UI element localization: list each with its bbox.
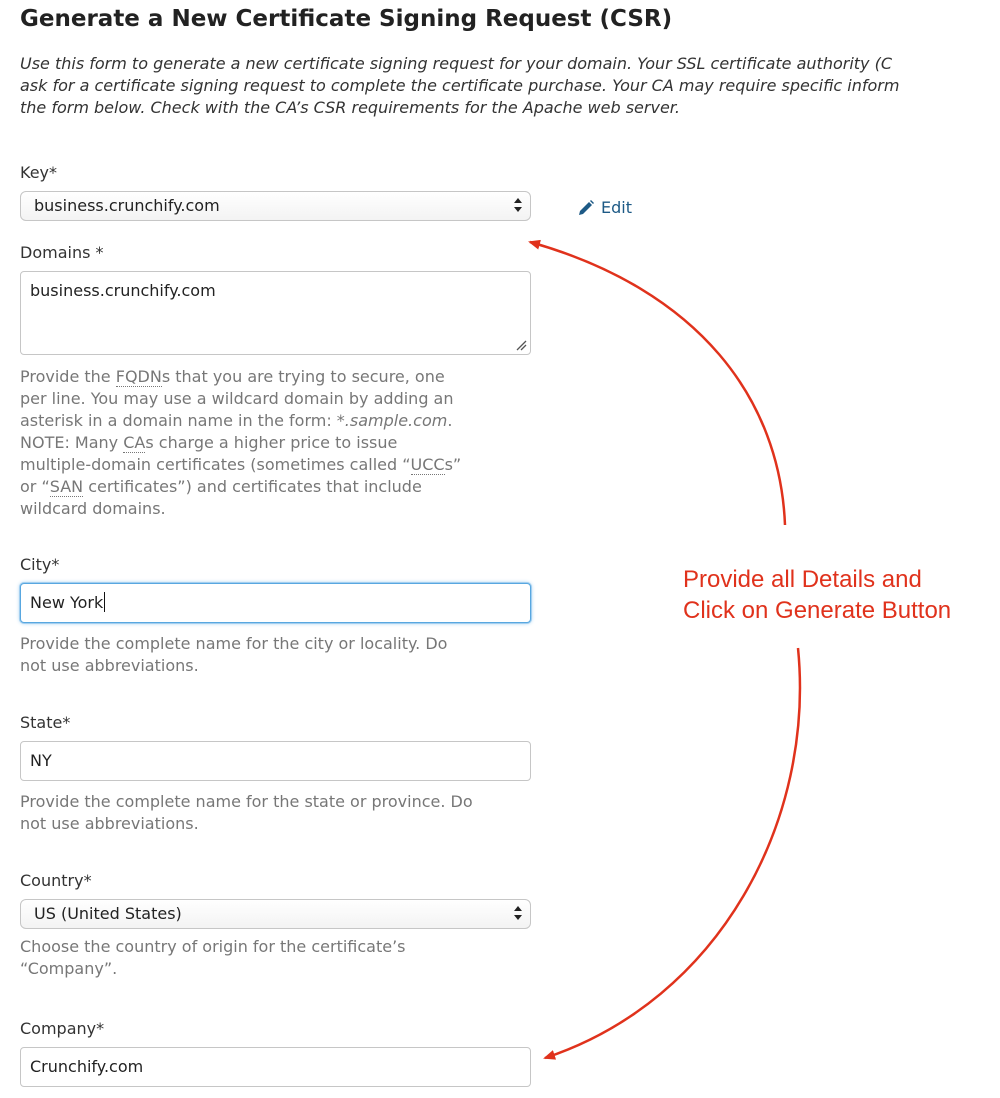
help-text: s”	[444, 455, 462, 474]
annotation-text	[683, 564, 951, 626]
help-text: wildcard domains.	[20, 499, 166, 518]
help-text: NOTE: Many	[20, 433, 124, 452]
help-example: *.sample.com	[336, 411, 448, 430]
city-value: New York	[30, 593, 104, 612]
edit-link-label: Edit	[601, 198, 632, 217]
help-text: s that you are trying to secure, one	[161, 367, 445, 386]
help-text: Provide the complete name for the city or locality. Do	[20, 634, 448, 653]
help-text: s charge a higher price to issue	[145, 433, 398, 452]
help-text: per line. You may use a wildcard domain by adding an	[20, 389, 454, 408]
help-text: Provide the	[20, 367, 116, 386]
page-title: Generate a New Certificate Signing Request (CSR)	[20, 6, 673, 32]
abbr-ucc: UCC	[410, 455, 445, 474]
annotation-line: Provide all Details and	[683, 566, 922, 593]
abbr-fqdn: FQDN	[115, 367, 162, 386]
company-value: Crunchify.com	[30, 1057, 144, 1076]
state-value: NY	[30, 751, 52, 770]
help-text: not use abbreviations.	[20, 814, 199, 833]
state-label: State*	[20, 713, 71, 732]
domains-value: business.crunchify.com	[30, 281, 216, 300]
city-label: City*	[20, 555, 60, 574]
company-label: Company*	[20, 1019, 105, 1038]
intro-line: the form below. Check with the CA’s CSR requirements for the Apache web server.	[20, 98, 680, 117]
help-text: not use abbreviations.	[20, 656, 199, 675]
help-text: certificates”) and certificates that include	[83, 477, 422, 496]
arrow-to-key	[530, 242, 785, 525]
intro-line: Use this form to generate a new certificate signing request for your domain. Your SSL certificate authority (C	[20, 54, 893, 73]
annotation-line: Click on Generate Button	[683, 597, 952, 624]
abbr-ca: CA	[123, 433, 146, 452]
key-label: Key*	[20, 163, 58, 182]
help-text: asterisk in a domain name in the form:	[20, 411, 337, 430]
help-text: Provide the complete name for the state or province. Do	[20, 792, 473, 811]
help-text: multiple-domain certificates (sometimes called “	[20, 455, 411, 474]
key-select-value: business.crunchify.com	[34, 196, 220, 215]
help-text: Choose the country of origin for the certificate’s	[20, 937, 406, 956]
arrow-to-company	[545, 648, 800, 1058]
help-text: or “	[20, 477, 50, 496]
intro-line: ask for a certificate signing request to complete the certificate purchase. Your CA may require specific inform	[20, 76, 900, 95]
help-text: .	[447, 411, 453, 430]
country-label: Country*	[20, 871, 92, 890]
domains-label: Domains *	[20, 243, 104, 262]
help-text: “Company”.	[20, 959, 118, 978]
abbr-san: SAN	[49, 477, 84, 496]
country-select-value: US (United States)	[34, 904, 182, 923]
